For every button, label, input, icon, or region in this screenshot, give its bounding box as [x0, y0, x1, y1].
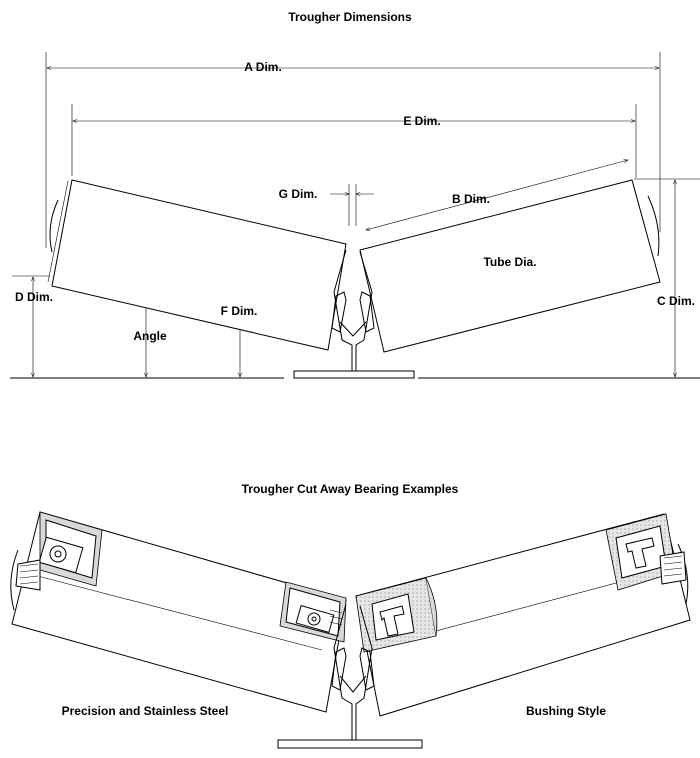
f-dim-label: F Dim. [220, 304, 258, 318]
angle-label: Angle [133, 329, 167, 343]
left-roller [48, 180, 346, 350]
dimensions-title: Trougher Dimensions [288, 10, 412, 24]
b-dim-label: B Dim. [451, 192, 491, 206]
right-cutaway-roller [356, 514, 690, 716]
cutaway-title: Trougher Cut Away Bearing Examples [241, 482, 459, 496]
g-dim-label: G Dim. [278, 187, 318, 201]
left-cutaway-roller [11, 512, 346, 712]
tube-dia-label: Tube Dia. [483, 255, 537, 269]
d-dim-label: D Dim. [14, 290, 54, 304]
e-dim-label: E Dim. [403, 114, 441, 128]
bushing-caption: Bushing Style [525, 704, 607, 718]
a-dim-label: A Dim. [244, 60, 282, 74]
precision-caption: Precision and Stainless Steel [61, 704, 229, 718]
c-dim-label: C Dim. [656, 294, 696, 308]
